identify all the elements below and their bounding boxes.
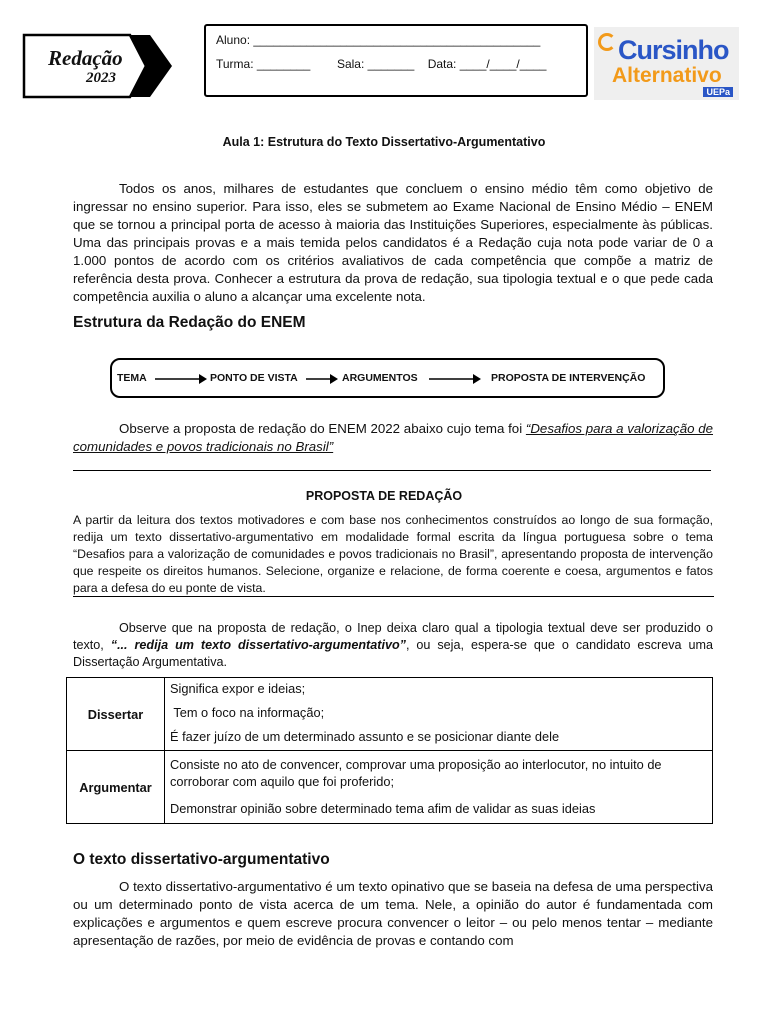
badge-year: 2023 [86, 70, 116, 86]
structure-flow-diagram [110, 358, 665, 398]
badge-title: Redação [48, 46, 123, 70]
observe-paragraph-2 [73, 620, 713, 671]
intro-paragraph: Todos os anos, milhares de estudantes que concluem o ensino médio têm como objetivo de ingressar no ensino superior. Para isso, eles se submetem ao Exame Nacional de Ensino Médio – ENEM que se tornou a principal porta de acesso à maioria das Instituições Superiores, especialmente às públicas. Uma das principais provas e a mais temida pelos candidatos é a Redação cuja nota pode variar de 0 a 1.000 pontos de acordo com os critérios avaliativos de cada competência que compõe a matriz de referência desta prova. Conhecer a estrutura da prova de redação, sua tipologia textual e o que pede cada competência auxilia o aluno a alcançar uma excelente nota. [73, 181, 713, 304]
separator-line [73, 470, 711, 471]
definition-line: Demonstrar opinião sobre determinado tema afim de validar as suas ideias [170, 800, 596, 816]
final-paragraph: O texto dissertativo-argumentativo é um texto opinativo que se baseia na defesa de uma perspectiva ou um determinado ponto de vista acerca de um tema. Nele, a opinião do autor é fundamentada com explicações e argumentos e quem escreve procura convencer o leitor – ou pelo menos tentar – mediante apresentação de razões, por meio de evidência de provas e contando com [73, 879, 713, 948]
flow-step-ponto-de-vista: PONTO DE VISTA [210, 372, 298, 384]
flow-step-tema: TEMA [117, 372, 147, 384]
flow-arrow-icon [306, 373, 338, 385]
aluno-field[interactable]: Aluno: ___________________________________________ [216, 33, 541, 47]
theme-quote: “Desafios para a valorização de comunidades e povos tradicionais no Brasil” [73, 421, 713, 454]
logo-swoosh-icon [598, 33, 616, 51]
lesson-title: Aula 1: Estrutura do Texto Dissertativo-Argumentativo [222, 135, 546, 149]
section-heading-texto-dissertativo: O texto dissertativo-argumentativo [73, 851, 330, 868]
observe2-quote: “... redija um texto dissertativo-argumentativo” [110, 638, 406, 652]
table-row [67, 678, 713, 751]
definition-line: Significa expor e ideias; [170, 681, 306, 696]
flow-step-proposta: PROPOSTA DE INTERVENÇÃO [491, 372, 646, 384]
proposta-text: A partir da leitura dos textos motivadores e com base nos conhecimentos construídos ao longo de sua formação, redija um texto dissertativo-argumentativo em modalidade formal escrita da língua portuguesa sobre o tema “Desafios para a valorização de comunidades e povos tradicionais no Brasil”, apresentando proposta de intervenção que respeite os direitos humanos. Selecione, organize e relacione, de forma coerente e coesa, argumentos e fatos para a defesa do eu ponte de vista. [73, 513, 713, 595]
observe2-before: Observe que na proposta de redação, o Inep deixa claro qual a tipologia textual deve ser produzido o texto, [73, 621, 713, 652]
cursinho-alternativo-logo [594, 27, 739, 100]
observe-text: Observe a proposta de redação do ENEM 2022 abaixo cujo tema foi [119, 421, 526, 436]
definition-line: Consiste no ato de convencer, comprovar uma proposição ao interlocutor, no intuito de corroborar com aquilo que foi proferido; [170, 756, 662, 789]
flow-arrow-icon [429, 373, 481, 385]
flow-arrow-icon [155, 373, 207, 385]
logo-tag: UEPa [703, 87, 733, 97]
definition-line: Tem o foco na informação; [170, 705, 325, 720]
observe-paragraph-1 [73, 420, 713, 456]
definition-cell [165, 751, 713, 824]
table-row [67, 751, 713, 824]
observe2-after: , ou seja, espera-se que o candidato escreva uma Dissertação Argumentativa. [73, 638, 713, 669]
definition-cell [165, 678, 713, 751]
turma-sala-data-fields[interactable]: Turma: ________ Sala: _______ Data: ____/____/____ [216, 57, 547, 71]
logo-sub-text: Alternativo [612, 64, 722, 87]
proposta-title: PROPOSTA DE REDAÇÃO [305, 489, 463, 503]
term-dissertar: Dissertar [67, 678, 165, 751]
definitions-table [66, 677, 713, 824]
logo-main-text: Cursinho [618, 35, 729, 65]
separator-line [73, 596, 714, 597]
flow-step-argumentos: ARGUMENTOS [342, 372, 418, 384]
student-info-box [204, 24, 588, 97]
definition-line: É fazer juízo de um determinado assunto e se posicionar diante dele [170, 729, 560, 744]
section-heading-estrutura: Estrutura da Redação do ENEM [73, 314, 306, 331]
term-argumentar: Argumentar [67, 751, 165, 824]
